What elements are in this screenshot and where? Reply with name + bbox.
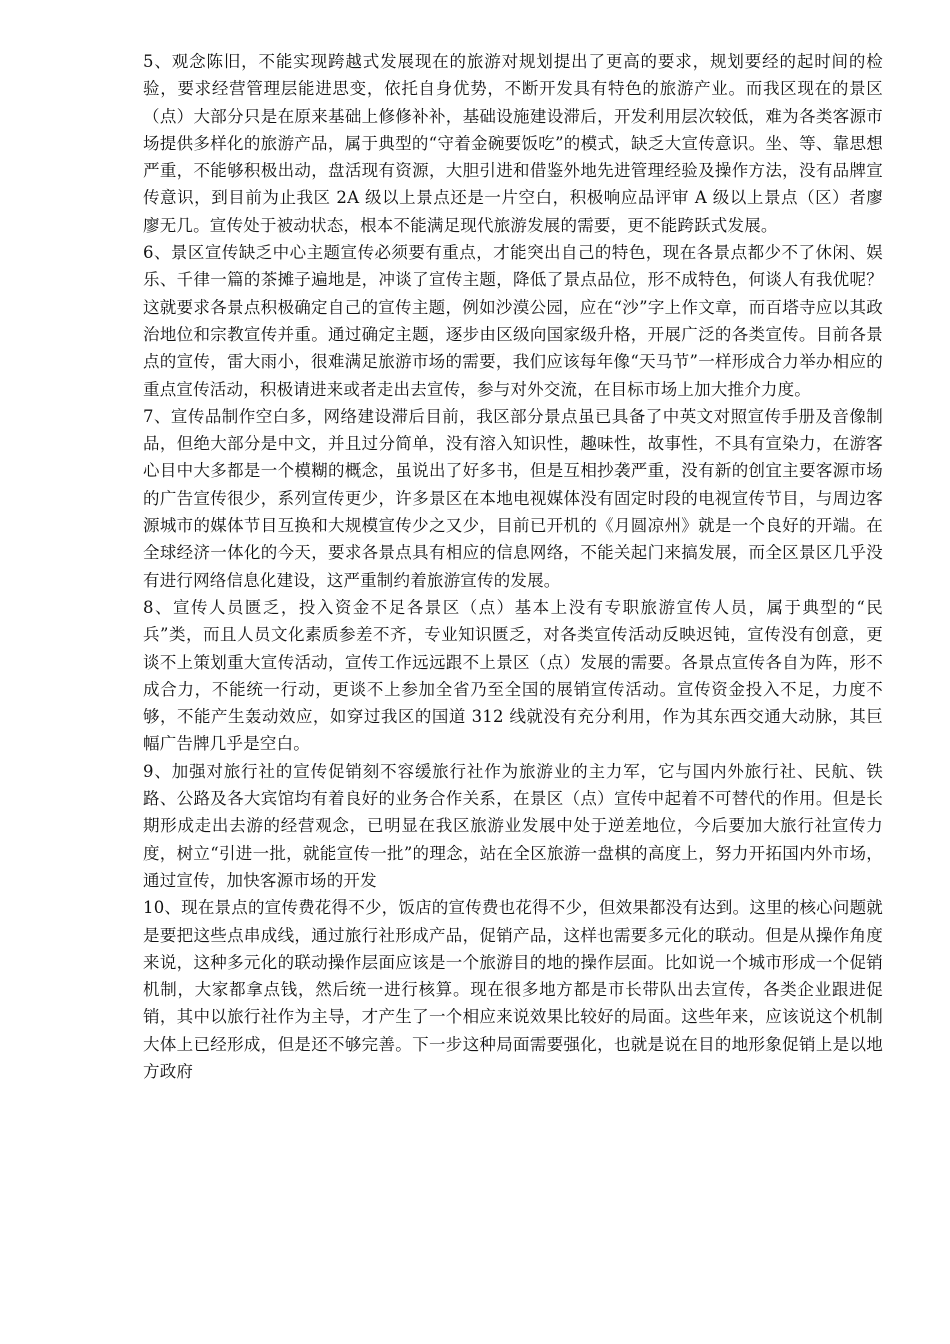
paragraph-10: 10、现在景点的宣传费花得不少，饭店的宣传费也花得不少，但效果都没有达到。这里的核心问题就是要把这些点串成线，通过旅行社形成产品，促销产品，这样也需要多元化的联动。但是从操作角度来说，这种多元化的联动操作层面应该是一个旅游目的地的操作层面。比如说一个城市形成一个促销机制，大家都拿点钱，然后统一进行核算。现在很多地方都是市长带队出去宣传，各类企业跟进促销，其中以旅行社作为主导，才产生了一个相应来说效果比较好的局面。这些年来，应该说这个机制大体上已经形成，但是还不够完善。下一步这种局面需要强化，也就是说在目的地形象促销上是以地方政府 (143, 898, 883, 1081)
paragraph-5: 5、观念陈旧，不能实现跨越式发展现在的旅游对规划提出了更高的要求，规划要经的起时间的检验，要求经营管理层能进思变，依托自身优势，不断开发具有特色的旅游产业。而我区现在的景区（点）大部分只是在原来基础上修修补补，基础设施建设滞后，开发利用层次较低，难为各类客源市场提供多样化的旅游产品，属于典型的“守着金碗要饭吃”的模式，缺乏大宣传意识。坐、等、靠思想严重，不能够积极出动，盘活现有资源，大胆引进和借鉴外地先进管理经验及操作方法，没有品牌宣传意识，到目前为止我区 2A 级以上景点还是一片空白，积极响应品评审 A 级以上景点（区）者廖廖无几。宣传处于被动状态，根本不能满足现代旅游发展的需要，更不能跨跃式发展。 (143, 52, 883, 235)
paragraph-8: 8、宣传人员匮乏，投入资金不足各景区（点）基本上没有专职旅游宣传人员，属于典型的“民兵”类，而且人员文化素质参差不齐，专业知识匮乏，对各类宣传活动反映迟钝，宣传没有创意，更谈不上策划重大宣传活动，宣传工作远远跟不上景区（点）发展的需要。各景点宣传各自为阵，形不成合力，不能统一行动，更谈不上参加全省乃至全国的展销宣传活动。宣传资金投入不足，力度不够，不能产生轰动效应，如穿过我区的国道 312 线就没有充分利用，作为其东西交通大动脉，其巨幅广告牌几乎是空白。 (143, 597, 883, 754)
paragraph-6: 6、景区宣传缺乏中心主题宣传必须要有重点，才能突出自己的特色，现在各景点都少不了休闲、娱乐、千律一篇的茶摊子遍地是，冲谈了宣传主题，降低了景点品位，形不成特色，何谈人有我优呢？这就要求各景点积极确定自己的宣传主题，例如沙漠公园，应在“沙”字上作文章，而百塔寺应以其政治地位和宗教宣传并重。通过确定主题，逐步由区级向国家级升格，开展广泛的各类宣传。目前各景点的宣传，雷大雨小，很难满足旅游市场的需要，我们应该每年像“天马节”一样形成合力举办相应的重点宣传活动，积极请进来或者走出去宣传，参与对外交流，在目标市场上加大推介力度。 (143, 243, 883, 399)
paragraph-7: 7、宣传品制作空白多，网络建设滞后目前，我区部分景点虽已具备了中英文对照宣传手册及音像制品，但绝大部分是中文，并且过分简单，没有溶入知识性，趣味性，故事性，不具有宣染力，在游客心目中大多都是一个模糊的概念，虽说出了好多书，但是互相抄袭严重，没有新的创宜主要客源市场的广告宣传很少，系列宣传更少，许多景区在本地电视媒体没有固定时段的电视宣传节目，与周边客源城市的媒体节目互换和大规模宣传少之又少，目前已开机的《月圆凉州》就是一个良好的开端。在全球经济一体化的今天，要求各景点具有相应的信息网络，不能关起门来搞发展，而全区景区几乎没有进行网络信息化建设，这严重制约着旅游宣传的发展。 (143, 406, 883, 590)
document-page (143, 48, 883, 1085)
paragraph-9: 9、加强对旅行社的宣传促销刻不容缓旅行社作为旅游业的主力军，它与国内外旅行社、民航、铁路、公路及各大宾馆均有着良好的业务合作关系，在景区（点）宣传中起着不可替代的作用。但是长期形成走出去游的经营观念，已明显在我区旅游业发展中处于逆差地位，今后要加大旅行社宣传力度，树立“引进一批，就能宣传一批”的理念，站在全区旅游一盘棋的高度上，努力开拓国内外市场，通过宣传，加快客源市场的开发 (143, 761, 883, 890)
